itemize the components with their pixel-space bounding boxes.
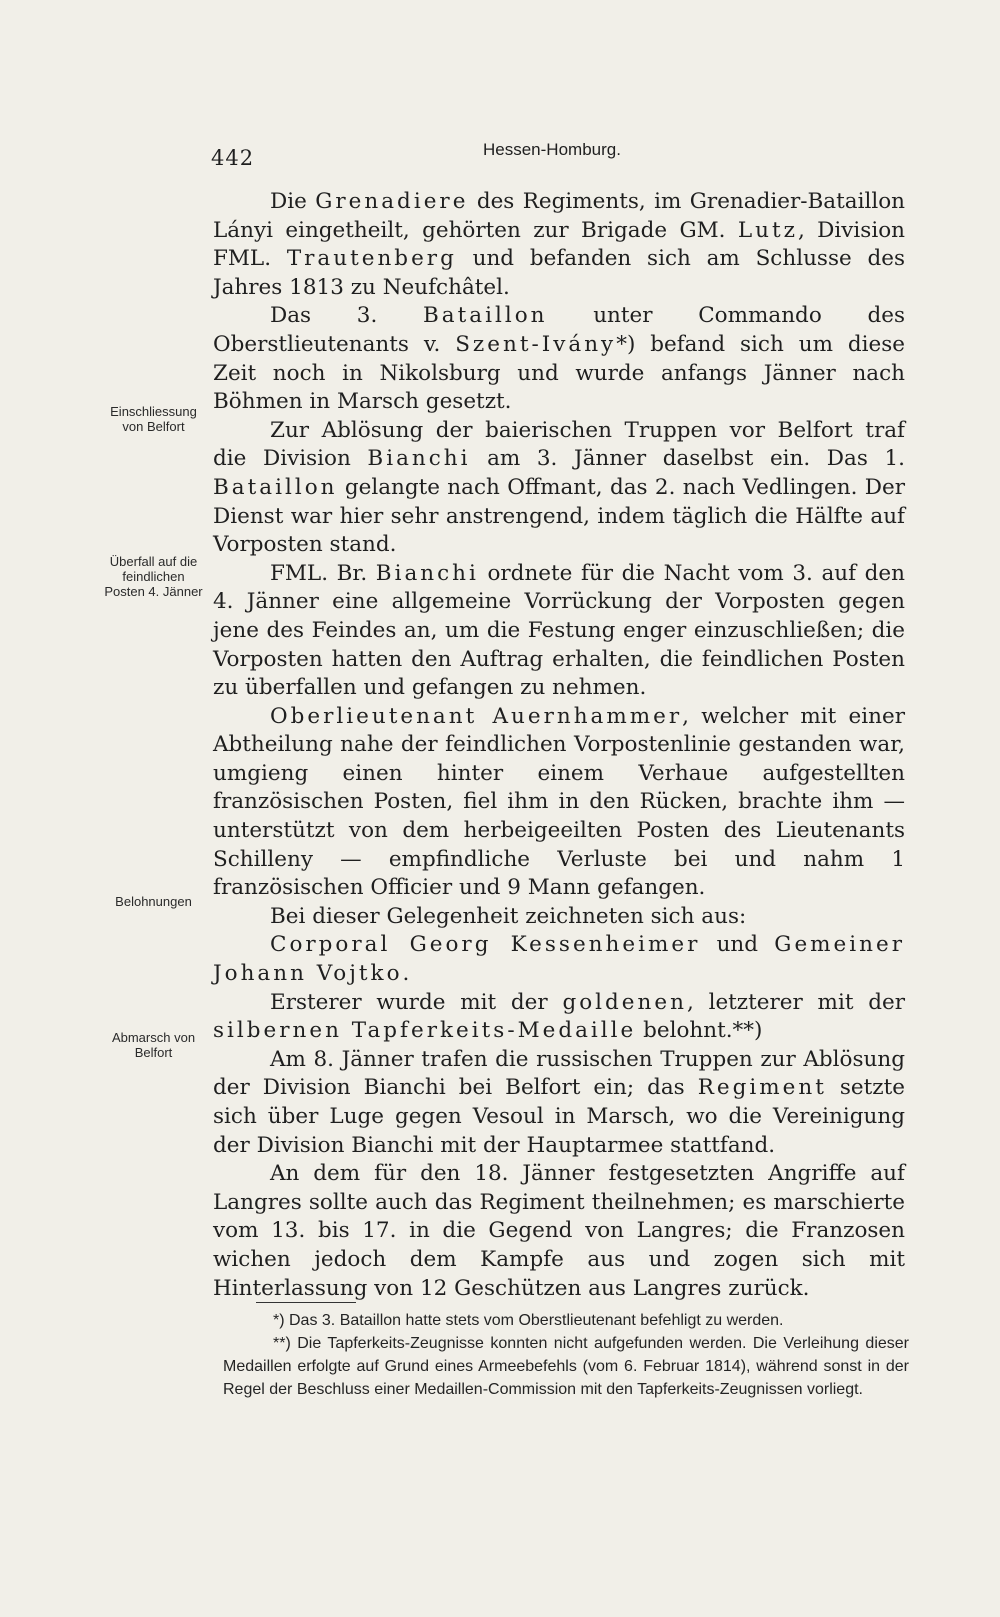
paragraph-namen [213, 931, 905, 988]
spaced-text: Lutz [737, 217, 798, 243]
spaced-text: Oberlieutenant Auernhammer [270, 703, 683, 729]
text-run: , Division FML. [213, 217, 905, 272]
text-run: setzte sich über Luge gegen Vesoul in Marsch, wo die Vereinigung der Division Bianchi mit der Hauptarmee stattfand. [213, 1075, 905, 1158]
margin-note-line: Einschliessung [110, 404, 197, 419]
text-run: gelangte nach Offmant, das 2. nach Vedlingen. Der Dienst war hier sehr anstrengend, indem täglich die Hälfte auf Vorposten stand. [213, 474, 905, 558]
margin-note-line: Überfall auf die [109, 554, 198, 569]
spaced-text: Regiment [697, 1075, 827, 1101]
footnote-rule [256, 1302, 356, 1303]
spaced-text: silbernen Tapferkeits-Medaille [213, 1018, 637, 1044]
running-head: Hessen-Homburg. [483, 140, 621, 159]
spaced-text: Trautenberg [286, 246, 457, 272]
paragraph-vorrueckung [213, 560, 905, 703]
spaced-text: Bataillon [423, 303, 548, 329]
text-run: belohnt.**) [636, 1018, 763, 1044]
margin-note-ueberfall [96, 554, 211, 599]
footnote-1: *) Das 3. Bataillon hatte stets vom Oberstlieutenant befehligt zu werden. [273, 1312, 784, 1329]
margin-note-line: Belohnungen [115, 894, 192, 909]
text-run: Am 8. Jänner trafen die russischen Truppen zur Ablösung der Division Bianchi bei Belfort ein; das [213, 1046, 905, 1101]
text-run: Ersterer wurde mit der [270, 989, 563, 1015]
text-run: Das 3. [270, 303, 423, 329]
paragraph-auernhammer [213, 703, 905, 903]
text-run: Zur Ablösung der baierischen Truppen vor Belfort traf die Division [213, 417, 905, 472]
text-run: , welcher mit einer Abtheilung nahe der feindlichen Vorpostenlinie gestanden war, umgieng einen hinter einem Verhaue aufgestellten französischen Posten, fiel ihm in den Rücken, brachte ihm — unterstützt von dem herbeigeeilten Posten des Lieutenants Schilleny — empfindliche Verluste bei und nahm 1 französischen Officier und 9 Mann gefangen. [213, 703, 905, 901]
margin-note-line: Posten 4. Jänner [104, 584, 203, 599]
paragraph-bataillon-3 [213, 302, 905, 416]
body-text [213, 188, 905, 1303]
paragraph-langres [213, 1160, 905, 1303]
paragraph-grenadiere [213, 188, 905, 302]
text-run: Die [270, 189, 316, 214]
spaced-text: Bianchi [375, 560, 479, 586]
text-run: . [402, 961, 410, 987]
paragraph-abmarsch [213, 1046, 905, 1160]
text-run: am 3. Jänner daselbst ein. Das 1. [470, 446, 905, 472]
text-run: des Regiments, im Grenadier-Bataillon Lányi eingetheilt, gehörten zur Brigade GM. [213, 189, 905, 243]
margin-note-line: feindlichen [122, 569, 185, 584]
paragraph-auszeichnung [213, 903, 905, 932]
footnotes [223, 1302, 909, 1401]
margin-note-line: von Belfort [122, 419, 185, 434]
margin-note-belohnungen [96, 894, 211, 909]
spaced-text: Bianchi [367, 446, 471, 472]
text-run: FML. Br. [270, 560, 376, 586]
paragraph-medaillen [213, 989, 905, 1046]
spaced-text: Grenadiere [315, 189, 469, 214]
spaced-text: goldenen [562, 989, 687, 1015]
text-run: , letzterer mit der [686, 989, 905, 1015]
spaced-text: Gemeiner Johann Vojtko [213, 932, 905, 987]
margin-note-abmarsch [96, 1030, 211, 1060]
text-run: und [700, 932, 775, 958]
spaced-text: Szent-Ivány [455, 331, 617, 357]
paragraph-abloesung [213, 417, 905, 560]
text-run: ordnete für die Nacht vom 3. auf den 4. Jänner eine allgemeine Vorrückung der Vorposten gegen jene des Feindes an, um die Festung enger einzuschließen; die Vorposten hatten den Auftrag erhalten, die feindlichen Posten zu überfallen und gefangen zu nehmen. [213, 560, 905, 701]
text-run: An dem für den 18. Jänner festgesetzten Angriffe auf Langres sollte auch das Regiment theilnehmen; es marschierte vom 13. bis 17. in die Gegend von Langres; die Franzosen wichen jedoch dem Kampfe aus und zogen sich mit Hinterlassung von 12 Geschützen aus Langres zurück. [213, 1161, 905, 1301]
margin-note-line: Belfort [134, 1045, 173, 1060]
text-run: *) befand sich um diese Zeit noch in Nikolsburg und wurde anfangs Jänner nach Böhmen in Marsch gesetzt. [213, 331, 905, 415]
spaced-text: Bataillon [213, 474, 338, 500]
footnote-2: **) Die Tapferkeits-Zeugnisse konnten nicht aufgefunden werden. Die Verleihung dieser Medaillen erfolgte auf Grund eines Armeebefehls (vom 6. Februar 1814), während sonst in der Regel der Beschluss einer Medaillen-Commission mit den Tapferkeits-Zeugnissen vorliegt. [223, 1335, 909, 1398]
margin-note-line: Abmarsch von [111, 1030, 196, 1045]
text-run: Bei dieser Gelegenheit zeichneten sich aus: [270, 903, 747, 929]
margin-note-einschliessung [96, 404, 211, 434]
text-run: unter Commando des Oberstlieutenants v. [213, 303, 905, 357]
text-run: und befanden sich am Schlusse des Jahres 1813 zu Neufchâtel. [213, 246, 905, 300]
page-number: 442 [211, 146, 255, 170]
page-header [205, 140, 905, 170]
spaced-text: Corporal Georg Kessenheimer [270, 932, 701, 958]
